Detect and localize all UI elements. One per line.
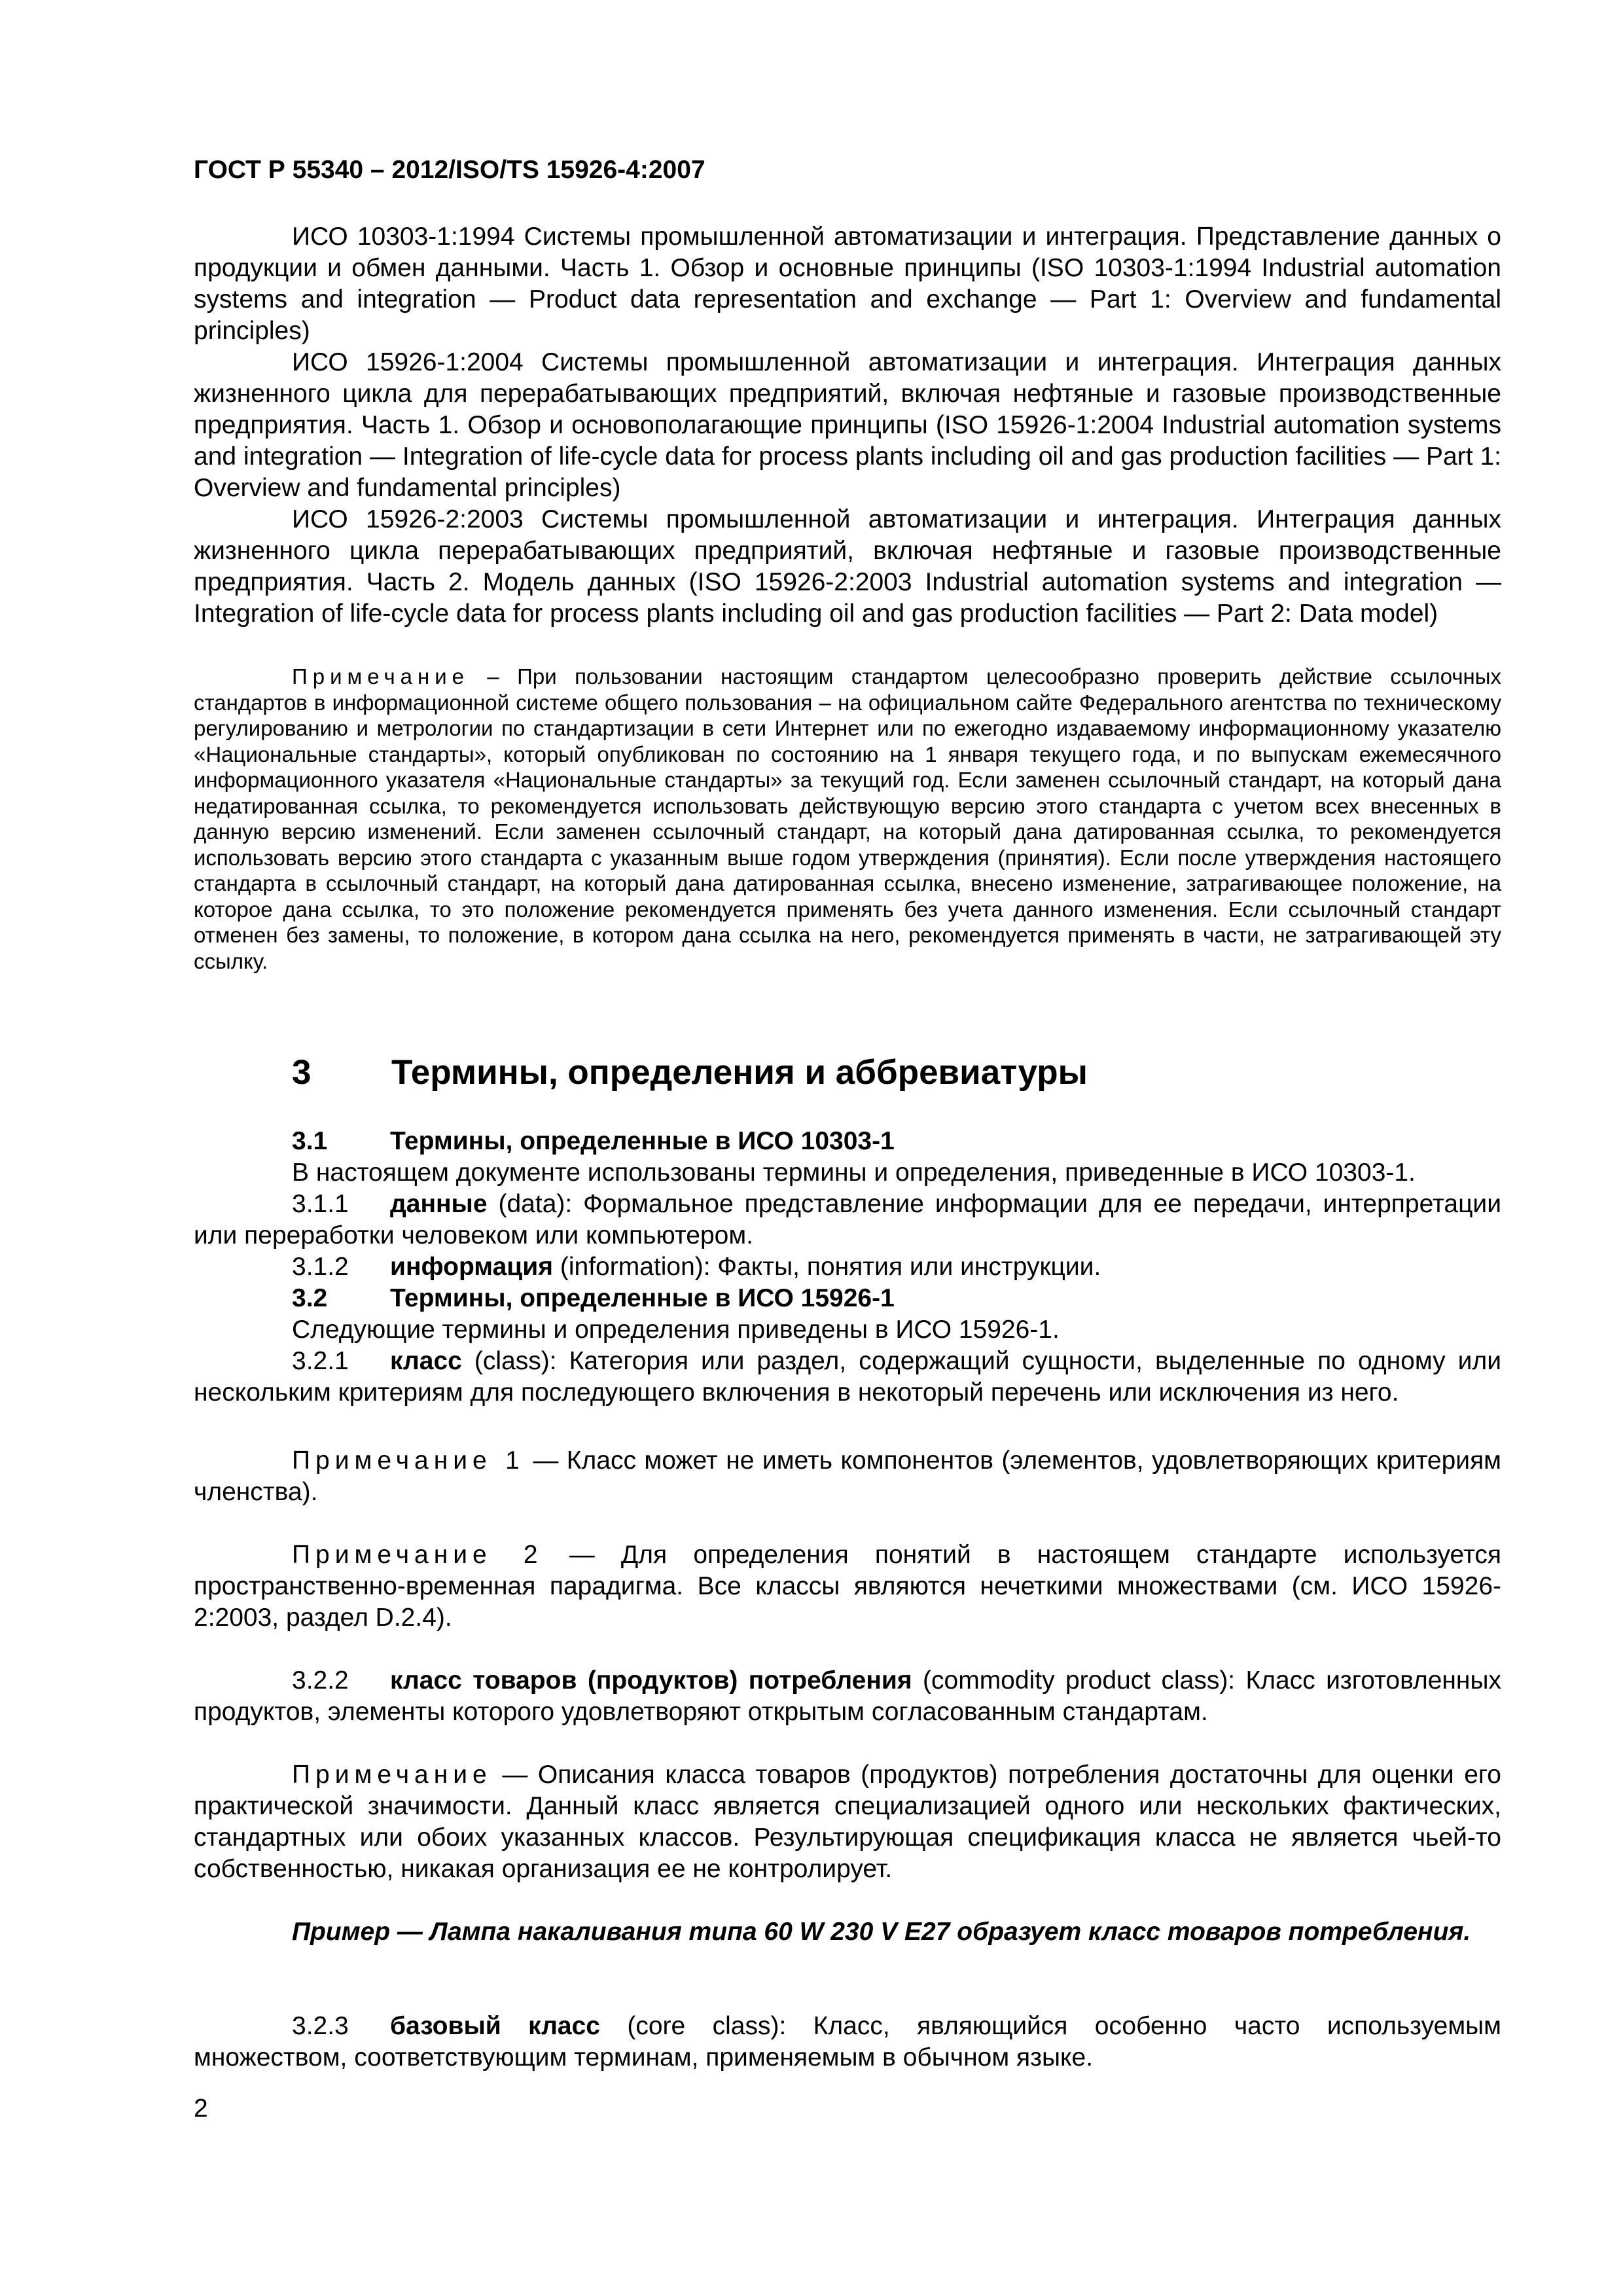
- term-entry-3-2-2: 3.2.2 класс товаров (продуктов) потребления (commodity product class): Класс изготовленных продуктов, элементы которого удовлетворяют открытым согласованным стандартам.: [194, 1666, 1501, 1726]
- reference-iso-15926-2: ИСО 15926-2:2003 Системы промышленной автоматизации и интеграция. Интеграция данных жизненного цикла перерабатывающих предприятий, включая нефтяные и газовые производственные предприятия. Часть 2. Модель данных (ISO 15926-2:2003 Industrial automation systems and integration — Integration of life-cycle data for process plants including oil and gas production facilities — Part 2: Data model): [194, 505, 1501, 628]
- term: базовый класс: [390, 2012, 600, 2040]
- term: данные: [390, 1190, 488, 1218]
- term-note-1: [194, 1445, 1501, 1508]
- section-heading: [292, 1052, 1088, 1092]
- term-definition: (data): Формальное представление информации для ее передачи, интерпретации или переработки человеком или компьютером.: [194, 1190, 1501, 1249]
- note-label: Примечание: [292, 1761, 492, 1789]
- note-text: — Для определения понятий в настоящем стандарте используется пространственно-временная парадигма. Все классы являются нечеткими множествами (см. ИСО 15926-2:2003, раздел D.2.4).: [194, 1541, 1501, 1632]
- note-label: Примечание 2: [292, 1541, 543, 1569]
- subsection-3-1: [194, 1126, 1501, 1283]
- term-note-3: [194, 1759, 1501, 1885]
- note-text: — Класс может не иметь компонентов (элементов, удовлетворяющих критериям членства).: [194, 1446, 1501, 1506]
- term-definition: (information): Факты, понятия или инструкции.: [560, 1253, 1101, 1281]
- reference-iso-10303-1: ИСО 10303-1:1994 Системы промышленной автоматизации и интеграция. Представление данных о продукции и обмен данными. Часть 1. Обзор и основные принципы (ISO 10303-1:1994 Industrial automation systems and integration — Product data representation and exchange — Part 1: Overview and fundamental principles): [194, 223, 1501, 345]
- example-text: Пример — Лампа накаливания типа 60 W 230 V E27 образует класс товаров потребления.: [292, 1918, 1471, 1946]
- term: информация: [390, 1253, 554, 1281]
- document-header: ГОСТ Р 55340 – 2012/ISO/TS 15926-4:2007: [194, 156, 705, 184]
- term-entry-3-2-3: 3.2.3 базовый класс (core class): Класс, являющийся особенно часто используемым множеством, соответствующим терминам, применяемым в обычном языке.: [194, 2012, 1501, 2072]
- subsection-heading: 3.1 Термины, определенные в ИСО 10303-1: [292, 1127, 895, 1155]
- note-text: – При пользовании настоящим стандартом целесообразно проверить действие ссылочных стандартов в информационной системе общего пользования – на официальном сайте Федерального агентства по техническому регулированию и метрологии по стандартизации в сети Интернет или по ежегодно издаваемому информационному указателю «Национальные стандарты», который опубликован по состоянию на 1 января текущего года, и по выпускам ежемесячного информационного указателя «Национальные стандарты» за текущий год. Если заменен ссылочный стандарт, на который дана недатированная ссылка, то рекомендуется использовать действующую версию этого стандарта с учетом всех внесенных в данную версию изменений. Если заменен ссылочный стандарт, на который дана датированная ссылка, то рекомендуется использовать версию этого стандарта с указанным выше годом утверждения (принятия). Если после утверждения настоящего стандарта в ссылочный стандарт, на который дана датированная ссылка, внесено изменение, затрагивающее положение, на которое дана ссылка, то это положение рекомендуется применять без учета данного изменения. Если ссылочный стандарт отменен без замены, то положение, в котором дана ссылка на него, рекомендуется применять в части, не затрагивающей эту ссылку.: [194, 664, 1501, 973]
- example: [194, 1916, 1501, 1948]
- term-entry: 3.2.1 класс (class): Категория или раздел, содержащий сущности, выделенные по одному или нескольким критериям для последующего включения в некоторый перечень или исключения из него.: [194, 1347, 1502, 1407]
- subsection-intro: Следующие термины и определения приведены в ИСО 15926-1.: [292, 1316, 1060, 1344]
- note-label: Примечание 1: [292, 1446, 525, 1475]
- term-note-2: [194, 1539, 1501, 1634]
- term: класс товаров (продуктов) потребления: [390, 1666, 912, 1695]
- section-number: 3: [292, 1053, 312, 1092]
- note-text: — Описания класса товаров (продуктов) потребления достаточны для оценки его практической значимости. Данный класс является специализацией одного или нескольких фактических, стандартных или обоих указанных классов. Результирующая спецификация класса не является чьей-то собственностью, никакая организация ее не контролирует.: [194, 1761, 1501, 1883]
- subsection-heading: 3.2 Термины, определенные в ИСО 15926-1: [292, 1284, 895, 1312]
- references-note: [194, 664, 1501, 974]
- term: класс: [390, 1347, 462, 1375]
- term-definition: (core class): Класс, являющийся особенно часто используемым множеством, соответствующим терминам, применяемым в обычном языке.: [194, 2012, 1501, 2072]
- term-definition: (class): Категория или раздел, содержащий сущности, выделенные по одному или нескольким критериям для последующего включения в некоторый перечень или исключения из него.: [194, 1347, 1502, 1407]
- term-entry: 3.1.2 информация (information): Факты, понятия или инструкции.: [292, 1253, 1101, 1281]
- reference-iso-15926-1: ИСО 15926-1:2004 Системы промышленной автоматизации и интеграция. Интеграция данных жизненного цикла для перерабатывающих предприятий, включая нефтяные и газовые производственные предприятия. Часть 1. Обзор и основополагающие принципы (ISO 15926-1:2004 Industrial automation systems and integration — Integration of life-cycle data for process plants including oil and gas production facilities — Part 1: Overview and fundamental principles): [194, 348, 1501, 502]
- term-entry: 3.1.1 данные (data): Формальное представление информации для ее передачи, интерпретации или переработки человеком или компьютером.: [194, 1190, 1501, 1249]
- subsection-intro: В настоящем документе использованы термины и определения, приведенные в ИСО 10303-1.: [292, 1158, 1416, 1187]
- normative-references: [194, 221, 1501, 630]
- page-number: 2: [194, 2094, 208, 2123]
- note-label: Примечание: [292, 664, 470, 689]
- subsection-3-2: [194, 1283, 1501, 1408]
- section-title: Термины, определения и аббревиатуры: [391, 1053, 1088, 1092]
- term-definition: (commodity product class): Класс изготовленных продуктов, элементы которого удовлетворяют открытым согласованным стандартам.: [194, 1666, 1501, 1726]
